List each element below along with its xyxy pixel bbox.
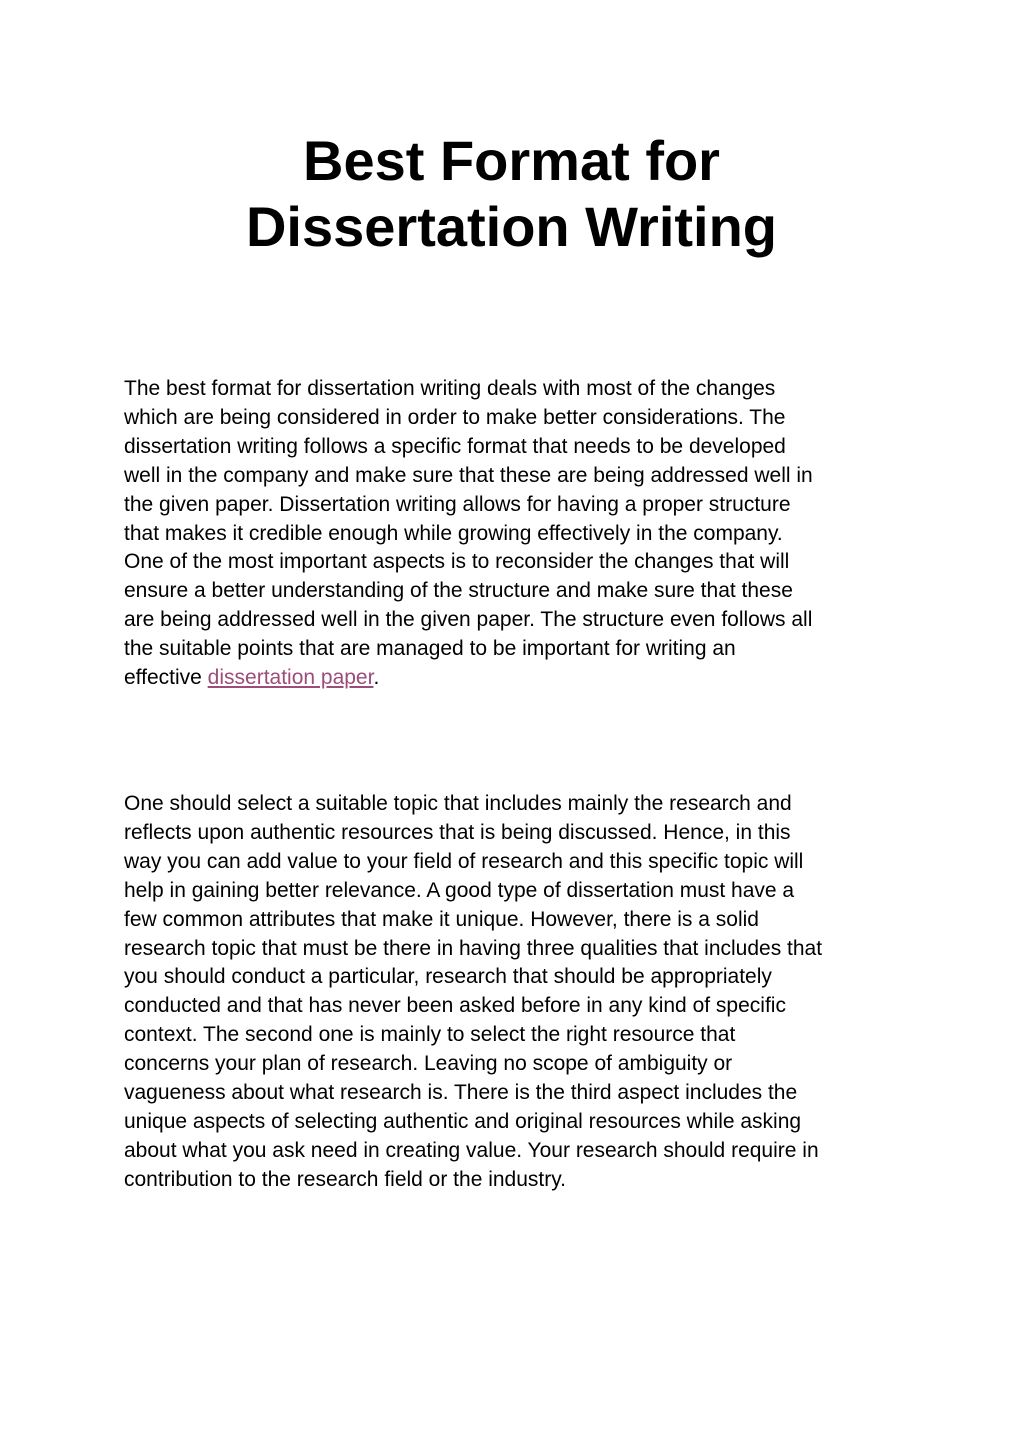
last-line-prefix: effective (124, 666, 208, 690)
paragraph-1 (124, 375, 904, 693)
paragraph-line: dissertation writing follows a specific format that needs to be developed (124, 434, 786, 458)
paragraph-line: reflects upon authentic resources that is being discussed. Hence, in this (124, 820, 791, 844)
paragraph-line: One of the most important aspects is to reconsider the changes that will (124, 550, 790, 574)
paragraph-line: help in gaining better relevance. A good type of dissertation must have a (124, 878, 795, 902)
paragraph-line: the suitable points that are managed to be important for writing an (124, 637, 736, 661)
dissertation-paper-link[interactable]: dissertation paper (207, 666, 374, 690)
paragraph-line: ensure a better understanding of the structure and make sure that these (124, 579, 793, 603)
paragraph-line: contribution to the research field or the industry. (124, 1167, 567, 1191)
paragraph-line: are being addressed well in the given paper. The structure even follows all (124, 608, 813, 632)
paragraph-line: research topic that must be there in having three qualities that includes that (124, 936, 823, 960)
paragraph-line: the given paper. Dissertation writing allows for having a proper structure (124, 492, 791, 516)
paragraph-line: that makes it credible enough while growing effectively in the company. (124, 521, 783, 545)
paragraph-line: unique aspects of selecting authentic and original resources while asking (124, 1109, 802, 1133)
last-line-suffix: . (373, 666, 380, 690)
paragraph-line: about what you ask need in creating value. Your research should require in (124, 1138, 819, 1162)
paragraph-line: conducted and that has never been asked before in any kind of specific (124, 994, 786, 1018)
paragraph-line: well in the company and make sure that these are being addressed well in (124, 463, 813, 487)
paragraph-line: context. The second one is mainly to select the right resource that (124, 1023, 736, 1047)
paragraph-line: which are being considered in order to make better considerations. The (124, 405, 786, 429)
paragraph-line: One should select a suitable topic that includes mainly the research and (124, 792, 792, 815)
paragraph-line: few common attributes that make it unique. However, there is a solid (124, 907, 759, 931)
paragraph-line: you should conduct a particular, research that should be appropriately (124, 965, 772, 989)
document-title (0, 128, 1023, 260)
paragraph-line: vagueness about what research is. There is the third aspect includes the (124, 1081, 798, 1105)
title-line-1: Best Format for (303, 129, 720, 192)
paragraph-line: concerns your plan of research. Leaving no scope of ambiguity or (124, 1052, 733, 1076)
paragraph-line: The best format for dissertation writing deals with most of the changes (124, 377, 776, 400)
paragraph-line: way you can add value to your field of research and this specific topic will (124, 849, 804, 873)
paragraph-last-line (124, 664, 904, 693)
paragraph-2 (124, 790, 904, 1195)
title-line-2: Dissertation Writing (245, 195, 777, 258)
